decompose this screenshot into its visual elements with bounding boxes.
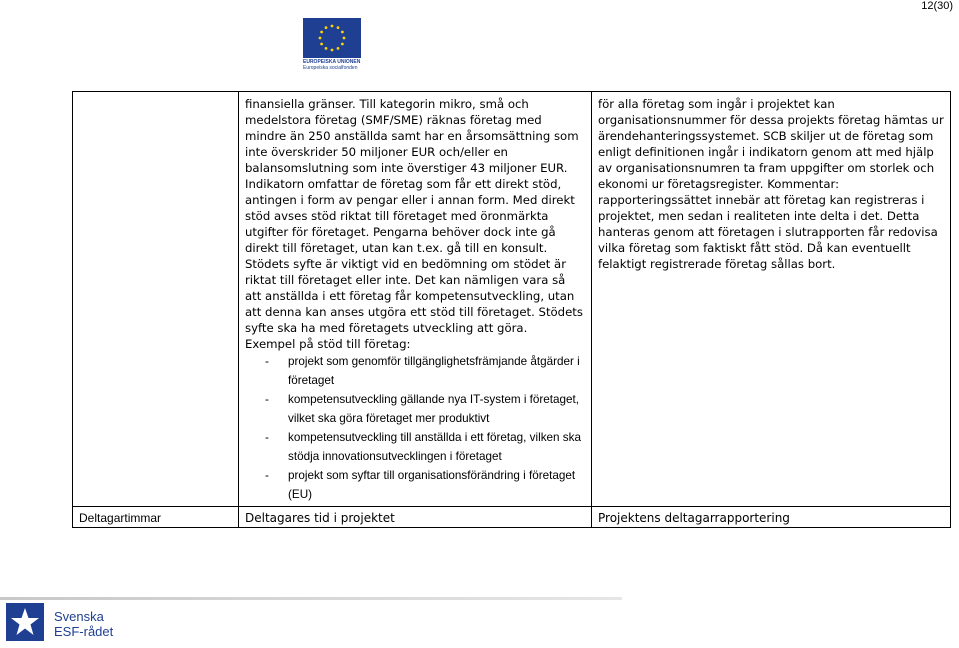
eu-star-icon xyxy=(325,47,328,50)
list-item: - kompetensutveckling gällande nya IT-system i företaget, vilket ska göra företaget mer produktivt xyxy=(265,393,580,425)
eu-logo-line1: EUROPEISKA UNIONEN xyxy=(303,59,361,65)
page-number: 12(30) xyxy=(921,0,953,12)
table-row xyxy=(73,92,951,507)
eu-star-icon xyxy=(331,25,334,28)
eu-stars-icon xyxy=(303,18,361,58)
esf-logo xyxy=(6,603,126,645)
method-cell xyxy=(592,92,951,507)
indicator-table xyxy=(72,91,951,528)
indicator-name: Deltagartimmar xyxy=(73,507,239,528)
eu-star-icon xyxy=(341,43,344,46)
eu-star-icon xyxy=(325,26,328,29)
eu-star-icon xyxy=(331,49,334,52)
footer-divider xyxy=(0,597,622,600)
eu-star-icon xyxy=(341,31,344,34)
eu-star-icon xyxy=(319,37,322,40)
examples-list xyxy=(245,352,585,504)
esf-star-icon xyxy=(6,603,44,641)
list-item: - projekt som syftar till organisationsförändring i företaget (EU) xyxy=(265,469,576,501)
eu-star-icon xyxy=(320,43,323,46)
eu-logo-line2: Europeiska socialfonden xyxy=(303,65,358,71)
definition-cell xyxy=(239,92,592,507)
table-cell-empty xyxy=(73,92,239,507)
esf-logo-line2: ESF-rådet xyxy=(54,624,114,639)
table-row xyxy=(73,507,951,528)
indicator-source-label: Projektens deltagarrapportering xyxy=(592,507,951,528)
eu-star-icon xyxy=(337,26,340,29)
eu-logo xyxy=(303,18,363,74)
indicator-definition-label: Deltagares tid i projektet xyxy=(239,507,592,528)
definition-paragraph-1: finansiella gränser. Till kategorin mikro, små och medelstora företag (SMF/SME) räknas företag med mindre än 250 anställda samt har en årsomsättning som inte överskrider 50 miljoner EUR och/eller en balansomslutning som inte överstiger 43 miljoner EUR. xyxy=(245,97,579,175)
examples-heading: Exempel på stöd till företag: xyxy=(245,337,411,351)
list-item: - kompetensutveckling till anställda i ett företag, vilken ska stödja innovationsutvecklingen i företaget xyxy=(265,431,581,463)
eu-flag-icon xyxy=(303,18,361,58)
eu-star-icon xyxy=(320,31,323,34)
definition-paragraph-2: Indikatorn omfattar de företag som får ett direkt stöd, antingen i form av pengar eller i annan form. Med direkt stöd avses stöd riktat till företaget med öronmärkta utgifter för företaget. Pengarna behöver dock inte gå direkt till företaget, utan kan t.ex. gå till en konsult. Stödets syfte är viktigt vid en bedömning om stödet är riktat till företaget eller inte. Det kan nämligen vara så att anställda i ett företag får kompetensutveckling, utan att denna kan anses utgöra ett stöd till företaget. Stödets syfte ska ha med företagets utveckling att göra. xyxy=(245,177,583,335)
eu-star-icon xyxy=(343,37,346,40)
method-text: för alla företag som ingår i projektet kan organisationsnummer för dessa projekts företag hämtas ur ärendehanteringssystemet. SCB skiljer ut de företag som enligt definitionen ingår i indikatorn genom att med hjälp av organisationsnumren ta fram uppgifter om storlek och ekonomi ur företagsregister. Kommentar: rapporteringssättet innebär att företag kan registreras i projektet, men sedan i realiteten inte delta i det. Detta hanteras genom att företagen i slutrapporten får redovisa vilka företag som faktiskt fått stöd. Då kan eventuellt felaktigt registrerade företag sållas bort. xyxy=(598,97,944,271)
eu-star-icon xyxy=(337,47,340,50)
esf-logo-line1: Svenska xyxy=(54,609,104,624)
list-item: - projekt som genomför tillgänglighetsfrämjande åtgärder i företaget xyxy=(265,355,580,387)
